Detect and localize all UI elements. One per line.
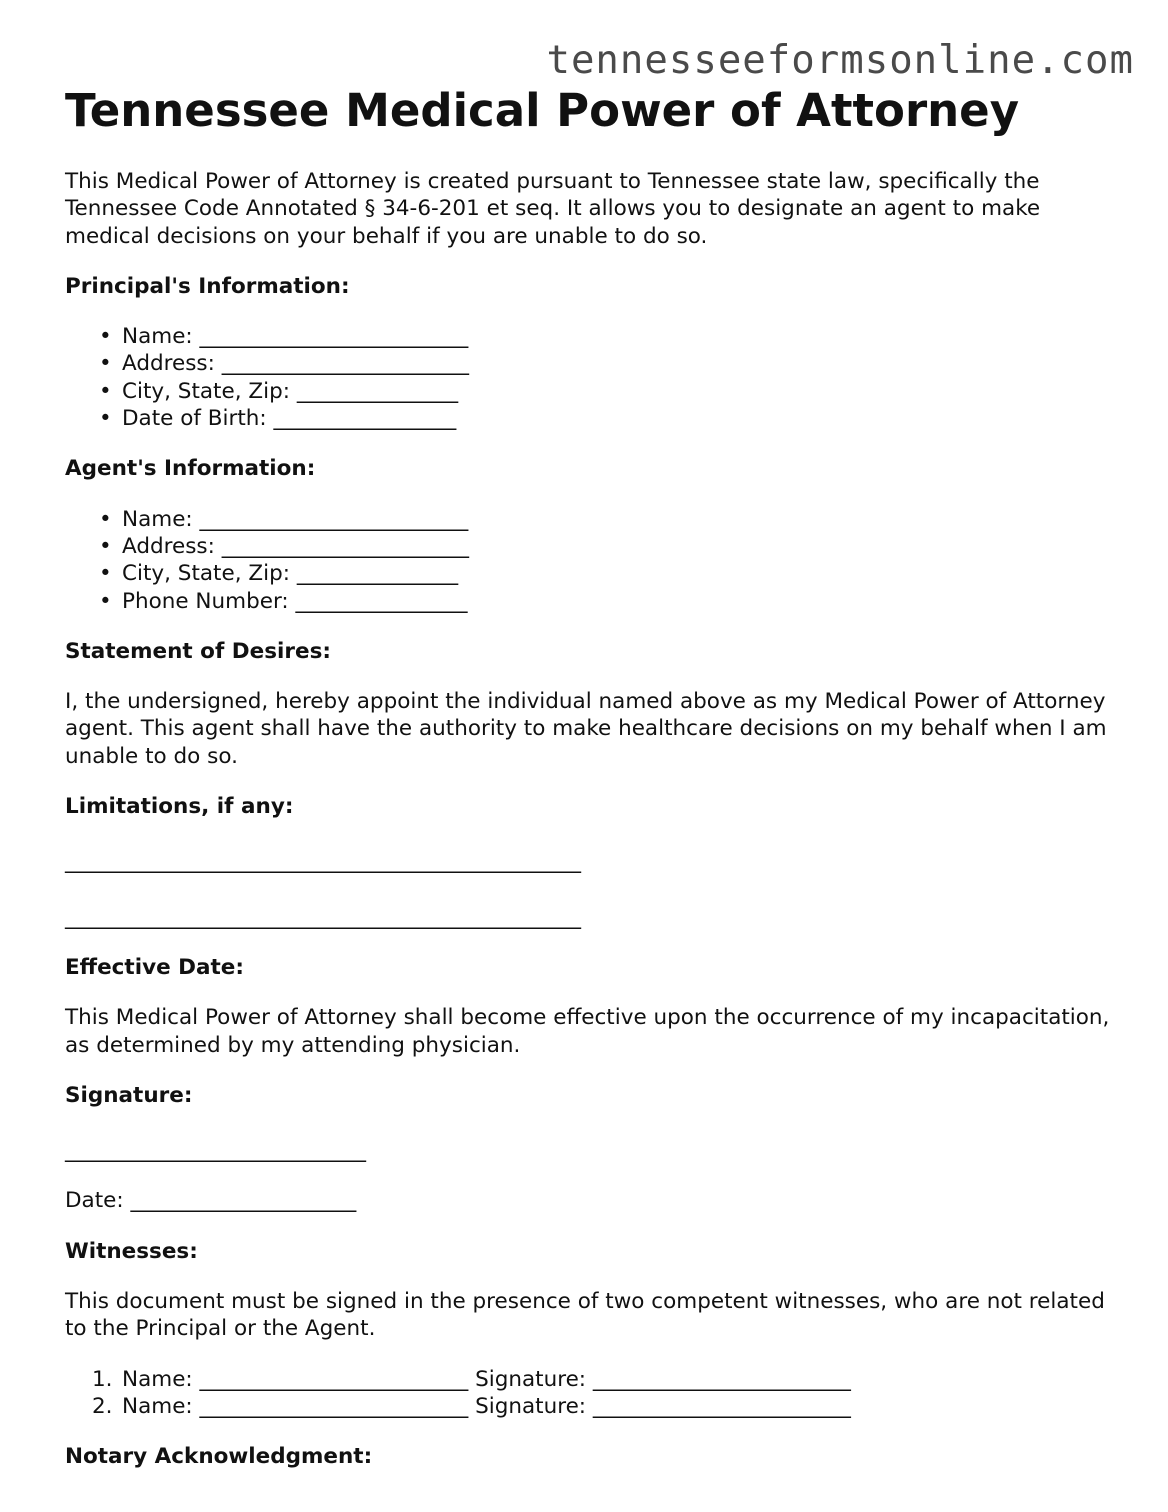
limitations-line-1[interactable]: ________________________________________________ — [65, 849, 581, 875]
agent-heading: Agent's Information: — [65, 456, 316, 482]
statement-paragraph: I, the undersigned, hereby appoint the individual named above as my Medical Power of Attorney agent. This agent shall have the authority to make healthcare decisions on my behalf when I am unable to do so. — [65, 689, 1107, 769]
principal-dob-field[interactable]: • Date of Birth: _________________ — [99, 406, 457, 432]
document-body — [65, 80, 1125, 1471]
witness-1-row[interactable]: 1. Name: _________________________ Signature: ________________________ — [92, 1366, 851, 1392]
principal-heading: Principal's Information: — [65, 273, 350, 299]
document-title: Tennessee Medical Power of Attorney — [65, 84, 1020, 137]
agent-phone-field[interactable]: • Phone Number: ________________ — [99, 588, 468, 614]
agent-address-field[interactable]: • Address: _______________________ — [99, 533, 469, 559]
bullet-icon: • — [99, 351, 112, 377]
signature-date-field[interactable]: Date: _____________________ — [65, 1188, 357, 1214]
principal-name-field[interactable]: • Name: _________________________ — [99, 324, 469, 350]
signature-line[interactable]: ____________________________ — [65, 1138, 366, 1164]
effective-date-heading: Effective Date: — [65, 954, 244, 980]
signature-heading: Signature: — [65, 1082, 193, 1108]
agent-city-state-zip-field[interactable]: • City, State, Zip: _______________ — [99, 561, 459, 587]
bullet-icon: • — [99, 561, 112, 587]
witnesses-heading: Witnesses: — [65, 1238, 198, 1264]
agent-name-field[interactable]: • Name: _________________________ — [99, 506, 469, 532]
site-watermark: tennesseeformsonline.com — [546, 38, 1134, 83]
bullet-icon: • — [99, 324, 112, 350]
bullet-icon: • — [99, 588, 112, 614]
effective-date-paragraph: This Medical Power of Attorney shall become effective upon the occurrence of my incapacitation, as determined by my attending physician. — [65, 1005, 1110, 1058]
intro-paragraph: This Medical Power of Attorney is created pursuant to Tennessee state law, specifically the Tennessee Code Annotated § 34-6-201 et seq. It allows you to designate an agent to make medical decisions on your behalf if you are unable to do so. — [65, 169, 1041, 249]
limitations-heading: Limitations, if any: — [65, 794, 294, 820]
witnesses-list — [65, 1366, 1125, 1421]
bullet-icon: • — [99, 406, 112, 432]
principal-city-state-zip-field[interactable]: • City, State, Zip: _______________ — [99, 378, 459, 404]
bullet-icon: • — [99, 533, 112, 559]
witnesses-paragraph: This document must be signed in the presence of two competent witnesses, who are not related to the Principal or the Agent. — [65, 1289, 1105, 1342]
principal-list — [65, 323, 1125, 432]
witness-2-row[interactable]: 2. Name: _________________________ Signature: ________________________ — [92, 1393, 851, 1419]
bullet-icon: • — [99, 378, 112, 404]
statement-heading: Statement of Desires: — [65, 638, 331, 664]
principal-address-field[interactable]: • Address: _______________________ — [99, 351, 469, 377]
notary-heading: Notary Acknowledgment: — [65, 1444, 373, 1470]
agent-list — [65, 506, 1125, 615]
bullet-icon: • — [99, 506, 112, 532]
limitations-line-2[interactable]: ________________________________________________ — [65, 904, 581, 930]
